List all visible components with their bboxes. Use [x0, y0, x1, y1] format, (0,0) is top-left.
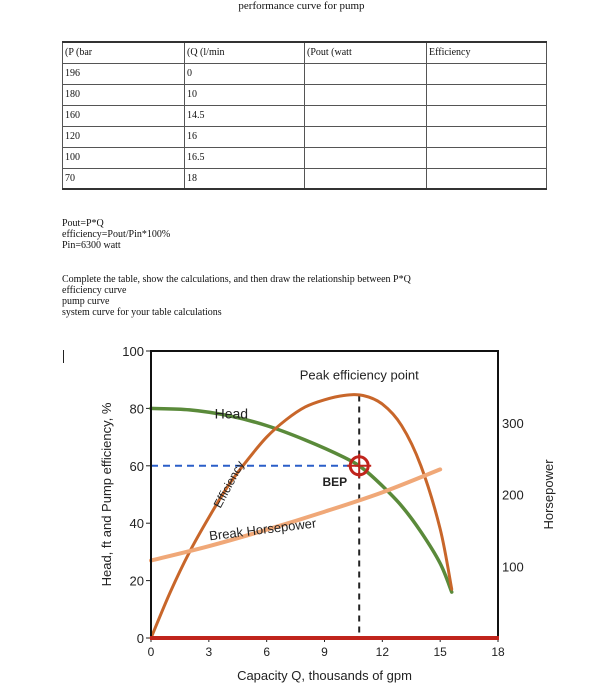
- y2-tick-label: 100: [502, 559, 524, 575]
- x-tick-label: 0: [147, 645, 155, 659]
- table-row: [63, 147, 547, 168]
- y-tick-label: 100: [122, 344, 144, 359]
- formula-notes: [62, 218, 170, 251]
- table-row: [63, 105, 547, 126]
- header-flow: (Q (l/min: [185, 42, 305, 63]
- annotation-head: Head: [214, 405, 249, 422]
- text-cursor: [63, 350, 64, 363]
- cell-power-out[interactable]: [305, 105, 427, 126]
- cell-pressure[interactable]: 100: [63, 147, 185, 168]
- cell-efficiency[interactable]: [427, 63, 547, 84]
- y-tick-label: 20: [129, 573, 144, 589]
- x-axis-label: Capacity Q, thousands of gpm: [237, 668, 412, 683]
- x-tick-label: 15: [433, 645, 447, 659]
- y-tick-label: 80: [129, 401, 144, 417]
- x-tick-label: 6: [263, 645, 271, 659]
- cell-power-out[interactable]: [305, 126, 427, 147]
- x-tick-label: 12: [375, 645, 390, 659]
- cell-efficiency[interactable]: [427, 147, 547, 168]
- instruction-line: pump curve: [62, 296, 110, 307]
- annotation-peak-efficiency: Peak efficiency point: [299, 367, 419, 383]
- y-tick-label: 40: [129, 516, 144, 532]
- table-row: [63, 168, 547, 189]
- cell-pressure[interactable]: 160: [63, 105, 185, 126]
- cell-power-out[interactable]: [305, 63, 427, 84]
- cell-power-out[interactable]: [305, 168, 427, 189]
- table-header-row: [63, 42, 547, 63]
- y-tick-label: 0: [136, 631, 144, 646]
- x-tick-label: 3: [205, 645, 213, 659]
- cell-efficiency[interactable]: [427, 126, 547, 147]
- y2-tick-label: 300: [502, 415, 524, 431]
- cell-pressure[interactable]: 180: [63, 84, 185, 105]
- cell-efficiency[interactable]: [427, 105, 547, 126]
- table-row: [63, 126, 547, 147]
- cell-flow[interactable]: 18: [185, 168, 305, 189]
- pump-performance-chart: [95, 338, 595, 688]
- table-row: [63, 63, 547, 84]
- annotation-bep: BEP: [322, 474, 348, 489]
- cell-efficiency[interactable]: [427, 168, 547, 189]
- cell-pressure[interactable]: 120: [63, 126, 185, 147]
- annotation-efficiency: Efficiency: [210, 458, 248, 511]
- formula-pin: Pin=6300 watt: [62, 240, 121, 251]
- page-title: performance curve for pump: [238, 0, 365, 12]
- y2-axis-label: Horsepower: [541, 459, 556, 530]
- instruction-line: efficiency curve: [62, 285, 127, 296]
- plot-area: [151, 351, 498, 638]
- header-efficiency: Efficiency: [427, 42, 547, 63]
- annotation-break-horsepower: Break Horsepower: [208, 515, 318, 544]
- table-row: [63, 84, 547, 105]
- cell-power-out[interactable]: [305, 84, 427, 105]
- cell-power-out[interactable]: [305, 147, 427, 168]
- x-tick-label: 18: [491, 645, 505, 659]
- pump-data-table: [62, 41, 547, 190]
- formula-efficiency: efficiency=Pout/Pin*100%: [62, 229, 171, 240]
- cell-flow[interactable]: 16: [185, 126, 305, 147]
- cell-pressure[interactable]: 70: [63, 168, 185, 189]
- header-pressure: (P (bar: [63, 42, 185, 63]
- instruction-line: Complete the table, show the calculations, and then draw the relationship between P*Q: [62, 274, 411, 285]
- header-power-out: (Pout (watt: [305, 42, 427, 63]
- cell-pressure[interactable]: 196: [63, 63, 185, 84]
- y2-tick-label: 200: [502, 487, 524, 503]
- cell-flow[interactable]: 14.5: [185, 105, 305, 126]
- y-tick-label: 60: [129, 458, 144, 474]
- cell-flow[interactable]: 16.5: [185, 147, 305, 168]
- instruction-line: system curve for your table calculations: [62, 307, 222, 318]
- cell-flow[interactable]: 10: [185, 84, 305, 105]
- formula-pout: Pout=P*Q: [62, 218, 104, 229]
- cell-efficiency[interactable]: [427, 84, 547, 105]
- x-tick-label: 9: [321, 645, 328, 659]
- task-instructions: [62, 274, 582, 318]
- y-axis-label: Head, ft and Pump efficiency, %: [99, 402, 114, 587]
- cell-flow[interactable]: 0: [185, 63, 305, 84]
